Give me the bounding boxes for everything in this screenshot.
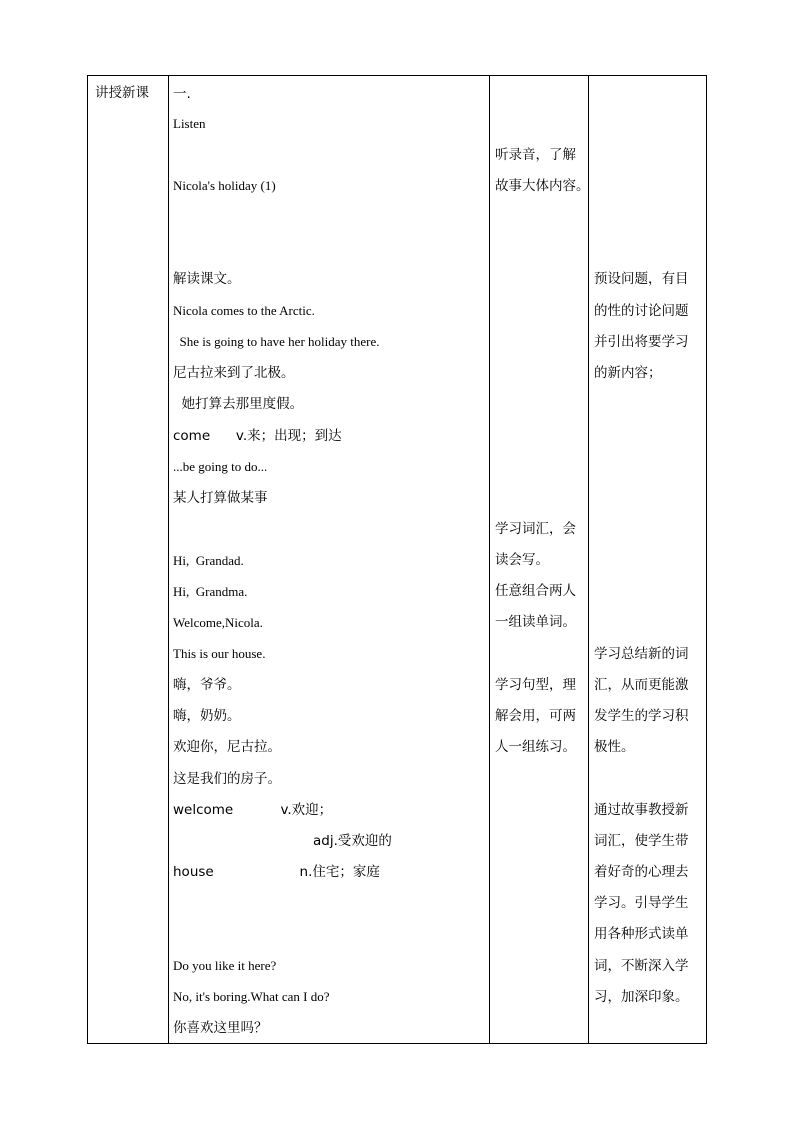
intent-line: 词，不断深入学 <box>594 958 689 974</box>
intent-line: 极性。 <box>594 739 635 755</box>
content-line: 嗨，奶奶。 <box>173 708 241 724</box>
content-line: 嗨，爷爷。 <box>173 677 241 693</box>
content-line: Listen <box>173 116 206 131</box>
content-line: Hi, Grandma. <box>173 584 248 599</box>
content-line: 她打算去那里度假。 <box>173 396 304 412</box>
intent-line: 发学生的学习积 <box>594 708 689 724</box>
column-divider <box>489 76 490 1043</box>
intent-line: 通过故事教授新 <box>594 802 689 818</box>
intent-line: 学习。引导学生 <box>594 895 689 911</box>
intent-line: 的新内容； <box>594 365 662 381</box>
content-line: Nicola's holiday (1) <box>173 178 276 193</box>
content-line: Welcome,Nicola. <box>173 615 263 630</box>
content-line: Hi, Grandad. <box>173 553 244 568</box>
content-line: adj.受欢迎的 <box>313 833 392 849</box>
activity-line: 学习词汇，会 <box>495 521 576 537</box>
intent-line: 学习总结新的词 <box>594 646 689 662</box>
intent-line: 着好奇的心理去 <box>594 864 689 880</box>
content-line: welcome v.欢迎； <box>173 802 333 818</box>
activity-line: 读会写。 <box>495 552 549 568</box>
intent-line: 并引出将要学习 <box>594 334 689 350</box>
content-line: 一. <box>173 86 191 102</box>
content-line: Do you like it here? <box>173 958 277 973</box>
content-line: No, it's boring.What can I do? <box>173 989 330 1004</box>
content-line: 欢迎你，尼古拉。 <box>173 739 281 755</box>
activity-line: 听录音，了解 <box>495 147 576 163</box>
intent-line: 预设问题，有目 <box>594 271 689 287</box>
column-divider <box>168 76 169 1043</box>
content-line: 解读课文。 <box>173 271 241 287</box>
intent-line: 用各种形式读单 <box>594 926 689 942</box>
content-line: house n.住宅；家庭 <box>173 864 380 880</box>
intent-line: 习，加深印象。 <box>594 989 689 1005</box>
column-divider <box>588 76 589 1043</box>
intent-line: 汇，从而更能激 <box>594 677 689 693</box>
content-line: 你喜欢这里吗？ <box>173 1020 268 1036</box>
content-line: come v.来；出现；到达 <box>173 428 342 444</box>
intent-line: 的性的讨论问题 <box>594 303 689 319</box>
content-line: This is our house. <box>173 646 266 661</box>
activity-line: 一组读单词。 <box>495 614 576 630</box>
activity-line: 学习句型，理 <box>495 677 576 693</box>
activity-line: 解会用，可两 <box>495 708 576 724</box>
content-line: 某人打算做某事 <box>173 490 268 506</box>
content-line: She is going to have her holiday there. <box>173 334 380 349</box>
section-label: 讲授新课 <box>95 85 149 101</box>
intent-line: 词汇，使学生带 <box>594 833 689 849</box>
activity-line: 任意组合两人 <box>495 583 576 599</box>
activity-line: 人一组练习。 <box>495 739 576 755</box>
content-line: 这是我们的房子。 <box>173 771 281 787</box>
content-line: ...be going to do... <box>173 459 268 474</box>
activity-line: 故事大体内容。 <box>495 178 590 194</box>
content-line: 尼古拉来到了北极。 <box>173 365 295 381</box>
content-line: Nicola comes to the Arctic. <box>173 303 315 318</box>
